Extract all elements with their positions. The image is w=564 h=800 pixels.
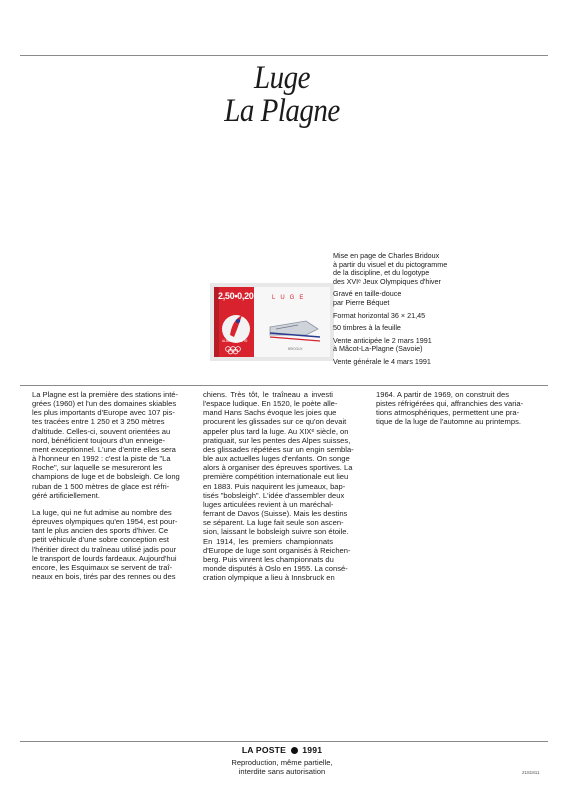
brand-dot-icon [291,747,298,754]
middle-rule [20,385,548,386]
footer-rule [20,741,548,742]
text-line: ruban de 1 500 mètres de glace est réfri- [32,481,170,491]
text-line: berg. Puis vinrent les championnats du [203,554,334,564]
copyright-notice [0,758,564,777]
document-code: 2181811 [522,770,540,775]
engraving-credit [333,290,473,307]
general-sale-info: Vente générale le 4 mars 1991 [333,356,431,366]
text-column-1 [32,390,180,589]
text-line: Roche", sur laquelle se mesureront les [32,463,163,473]
text-line: d'Europe de luge sont organisés à Reichen- [203,545,351,555]
text-line: tant le plus ancien des sports d'hiver. Ce [32,526,169,536]
text-line: luges articulées revient à un maréchal- [203,499,334,509]
credit-line: à partir du visuel et du pictogramme [333,259,448,269]
brand-name: LA POSTE [241,745,287,755]
text-line: chiens. Très tôt, le traîneau a investi [203,390,333,399]
format-info: Format horizontal 36 × 21,45 [333,310,426,320]
text-line: se séparent. La luge fait seule son ascen- [203,518,344,528]
text-line: mand Hans Sachs évoque les joies que [203,408,337,418]
text-line: tions atmosphériques, permettent une pra- [376,408,520,418]
copyright-line: interdite sans autorisation [238,767,326,777]
text-line: alors à organiser des épreuves sportives. La [203,463,353,473]
stamp-word: LUGE [272,295,309,301]
sheet-info: 50 timbres à la feuille [333,323,401,333]
stamp-event: ALBERTVILLE 92 [222,339,248,343]
text-line: grées (1960) et l'un des domaines skiables [32,399,177,409]
presale-line: à Mâcot-La-Plagne (Savoie) [333,344,423,354]
text-line: les plus importants d'Europe avec 107 pis- [32,408,175,418]
text-line: 1964. A partir de 1969, on construit des [376,390,509,399]
paragraph [203,390,354,583]
top-rule [20,55,548,56]
text-line: La luge, qui ne fut admise au nombre des [32,507,172,517]
text-line: monde disputés à Oslo en 1955. La consé- [203,563,348,573]
paragraph [32,507,178,581]
text-line: pistes réfrigérées qui, affranchies des varia- [376,399,524,409]
text-line: l'héritier direct du traîneau utilisé jadis pour [32,544,177,554]
stamp-details [333,252,473,371]
text-line: encore, les Esquimaux se servent de traî- [32,562,173,572]
title-line-1: Luge [254,60,310,96]
text-line: l'espace ludique. En 1520, le poète alle- [203,399,338,409]
text-line: première compétition internationale eut lieu [203,472,349,482]
stamp-value: 2,50•0,20 [218,291,254,301]
text-line: appeler plus tard la luge. Au XIXᵉ siècle, on [203,426,349,436]
presale-info [333,337,473,354]
brand-year: 1991 [302,745,323,755]
title-line-2: La Plagne [224,93,340,129]
footer-brand [0,745,564,755]
text-line: le transport de lourds fardeaux. Aujourd'hui [32,553,177,563]
text-line: En 1914, les premiers championnats [203,536,333,546]
text-line: petit véhicule d'une sobre conception est [32,535,169,545]
design-credit [333,252,473,286]
text-line: pratiquait, sur les pentes des Alpes suisses, [203,435,351,445]
text-column-3 [376,390,524,435]
text-line: tisés "bobsleigh". L'idée d'assembler deux [203,490,345,500]
text-line: champions de luge et de bobsleigh. Ce long [32,472,180,482]
presale-line: Vente anticipée le 2 mars 1991 [333,335,432,345]
text-line: ble aux actuelles luges d'enfants. On songe [203,454,350,464]
text-line: La Plagne est la première des stations inté- [32,390,179,399]
text-line: des glissades répétées sur un engin sembla- [203,444,354,454]
stamp-image [205,283,334,361]
text-column-2 [203,390,354,590]
text-line: géré artificiellement. [32,490,100,500]
text-line: nord, bénéficient toujours d'un enneige- [32,435,166,445]
credit-line: des XVIᵉ Jeux Olympiques d'hiver [333,276,441,286]
stamp-designer: BRIDOUX [288,347,303,351]
credit-line: de la discipline, et du logotype [333,268,430,278]
text-line: tes tracées entre 1 250 et 3 250 mètres [32,417,165,427]
text-line: d'altitude. Celles-ci, souvent orientées au [32,426,171,436]
text-line: cration olympique a lieu à Innsbruck en [203,573,335,583]
engraving-line: Gravé en taille-douce [333,289,402,299]
text-line: tique de la luge de l'automne au printemps. [376,417,521,427]
text-line: ment exceptionnel. L'une d'entre elles sera [32,444,176,454]
paragraph [376,390,524,427]
text-line: neaux en bois, tirés par des rennes ou des [32,571,176,581]
text-line: sion, laissant le bobsleigh suivre son étoile. [203,527,349,537]
text-line: épreuves olympiques qu'en 1954, est pour- [32,517,178,527]
text-line: à l'honneur en 1992 : c'est la piste de "La [32,454,171,464]
credit-line: Mise en page de Charles Bridoux [333,251,440,260]
stamp-country: RÉPUBLIQUE FRANÇAISE [205,299,210,343]
text-line: procurent les glissades sur ce qu'on devait [203,417,347,427]
text-line: ferrant de Davos (Suisse). Mais les destins [203,509,348,519]
copyright-line: Reproduction, même partielle, [231,758,333,767]
text-line: en 1883. Puis naquirent les jumeaux, bap- [203,481,346,491]
engraving-line: par Pierre Béquet [333,297,390,307]
paragraph [32,390,180,500]
